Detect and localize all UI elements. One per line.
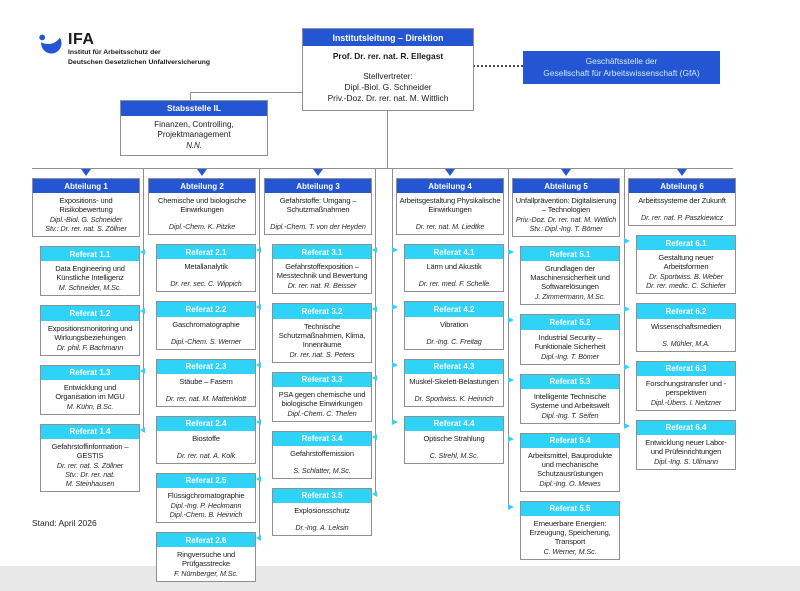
department-title: Arbeitsgestaltung Physikalische Einwirkungen [399,196,501,215]
person-name: Dr. phil. F. Bachmann [56,342,124,352]
referat-body [273,259,371,293]
person-name: Dr. rer. medic. C. Schiefer [646,281,726,291]
person-name: M. Schneider, M.Sc. [58,283,122,293]
connector-spine [375,168,376,496]
logo-subtitle-line1: Institut für Arbeitsschutz der [68,49,161,56]
department-names [399,222,501,231]
referat-title: Arbeitsmittel, Bauprodukte und mechanische Schutzausrüstungen [527,450,613,478]
direction-deputy-1: Dipl.-Biol. G. Schneider [344,81,432,92]
down-arrow-icon [677,169,687,176]
referat [156,532,256,582]
referat [156,301,256,349]
referat-box [272,488,372,536]
referat-box [520,246,620,305]
referat-names [523,352,617,361]
referat [404,416,504,464]
person-name: Dr. rer. nat. S. Peters [289,349,355,359]
referat-names [523,292,617,301]
department-column [148,178,256,591]
referat-names [159,451,253,460]
department-names [631,213,733,222]
referat-names [43,283,137,292]
department-names [151,222,253,231]
department-header: Abteilung 2 [149,179,255,193]
department-column [628,178,736,479]
referat [156,244,256,292]
referat [520,433,620,492]
referat-title: Gaschromatographie [172,319,240,329]
referat-body [405,317,503,349]
referat-title: Intelligente Technische Systeme und Arbeitswelt [530,391,610,410]
referat-names [275,523,369,532]
referat-body [157,431,255,463]
department-body [629,193,735,225]
referat-body [157,488,255,522]
person-name: Dipl.-Ing. O. Mewes [539,478,601,488]
referat-names [159,394,253,403]
referat-box [636,361,736,411]
ifa-logo [38,32,210,68]
referat [40,305,140,355]
department-title: Chemische und biologische Einwirkungen [158,196,246,215]
referat-box [520,314,620,364]
referat-body [521,330,619,364]
referat-body [41,261,139,295]
referat-header: Referat 2.2 [157,302,255,316]
down-arrow-icon [313,169,323,176]
person-name: Dr. rer. nat. M. Liedtke [415,222,485,232]
person-name: Dipl.-Biol. G. Schneider [49,215,123,225]
referat-box [520,501,620,560]
referat-header: Referat 2.4 [157,417,255,431]
connector-gfa-dotted [473,65,523,67]
referat-header: Referat 4.3 [405,360,503,374]
referat-header: Referat 5.3 [521,375,619,389]
referat-body [405,431,503,463]
person-name: Dipl.-Ing. P. Heckmann [170,501,242,511]
stabsstelle-line1: Finanzen, Controlling, [154,119,234,129]
department-names [267,222,369,231]
person-name: Dipl.-Chem. C. Thelen [287,408,357,418]
department-header: Abteilung 6 [629,179,735,193]
direction-deputy-label: Stellvertreter: [363,71,413,82]
referat-box [40,305,140,355]
referat-box [520,433,620,492]
referat-title: Metallanalytik [184,262,228,272]
referat-header: Referat 3.3 [273,373,371,387]
referat-header: Referat 2.3 [157,360,255,374]
referat-header: Referat 4.2 [405,302,503,316]
referat-box [404,301,504,349]
person-name: Dipl.-Ing. S. Ullmann [654,456,718,466]
person-name: C. Werner, M.Sc. [543,547,597,557]
person-name: M. Steinhausen [65,478,115,488]
connector-spine [624,168,625,428]
referat-header: Referat 6.1 [637,236,735,250]
department-columns [32,178,740,591]
connector-spine [392,168,393,424]
referat-header: Referat 3.4 [273,432,371,446]
referat [156,473,256,523]
referat-header: Referat 6.2 [637,304,735,318]
referat [404,244,504,292]
referat-header: Referat 3.5 [273,489,371,503]
referat-box [156,532,256,582]
stabsstelle-line2: Projektmanagement [157,129,231,139]
referat-box [404,416,504,464]
referat-body [521,448,619,491]
department-body [149,193,255,234]
person-name: Dipl.-Chem. K. Pitzke [168,222,236,232]
referat-names [159,337,253,346]
referat-body [521,516,619,559]
down-arrow-icon [561,169,571,176]
referat [404,301,504,349]
direction-deputy-2: Priv.-Doz. Dr. rer. nat. M. Wittlich [327,92,449,103]
stabsstelle-box [120,100,268,156]
connector-spine [143,168,144,432]
referat-title: PSA gegen chemische und biologische Einwirkungen [278,389,366,408]
referat-body [273,387,371,421]
referat-box [636,235,736,294]
referat-names [639,398,733,407]
person-name: Dr. rer. nat. A. Kolk [176,450,236,460]
referat-header: Referat 3.2 [273,304,371,318]
referat-box [272,303,372,362]
referat-names [275,466,369,475]
stabsstelle-name: N.N. [186,141,202,151]
referat [636,361,736,411]
referat-title: Erneuerbare Energien: Erzeugung, Speicherung, Transport [529,519,611,547]
referat-names [407,337,501,346]
referat-names [523,411,617,420]
department-title: Unfallprävention: Digitalisierung – Technologien [515,196,617,215]
referat-names [639,457,733,466]
person-name: Dr. Sportwiss. K. Heinrich [414,393,494,403]
referat-header: Referat 1.1 [41,247,139,261]
person-name: S. Mühler, M.A. [662,338,710,348]
referat-body [157,547,255,581]
referat-body [41,380,139,414]
referat [520,374,620,424]
referat [272,244,372,294]
department-title: Expositions- und Risikobewertung [59,196,113,215]
referat-names [275,350,369,359]
person-name: Dr.-Ing. C. Freitag [426,336,482,346]
down-arrow-icon [445,169,455,176]
person-name: Dr. rer. nat. P. Paszkiewicz [640,213,723,223]
referat-header: Referat 2.6 [157,533,255,547]
referat [40,246,140,296]
referat [272,303,372,362]
stand-date: Stand: April 2026 [32,518,97,528]
department-header: Abteilung 5 [513,179,619,193]
department-body [513,193,619,236]
referat-box [156,359,256,407]
referat-header: Referat 2.5 [157,474,255,488]
referat-box [636,303,736,351]
referat-title: Entwicklung und Organisation im MGU [55,382,125,401]
referat-title: Gefahrstoffinformation – GESTIS [51,441,129,460]
referat [40,424,140,492]
referat-box [156,301,256,349]
person-name: Dipl.-Ing. T. Bömer [541,351,599,361]
referat-box [404,359,504,407]
stabsstelle-body [121,116,267,156]
referat-title: Technische Schutzmaßnahmen, Klima, Innenräume [278,321,366,349]
direction-body [303,46,473,110]
referat-header: Referat 5.4 [521,434,619,448]
referat-names [43,402,137,411]
referat-title: Biostoffe [192,433,220,443]
referat-names [407,451,501,460]
referat-title: Explosionsschutz [294,506,350,516]
department-column [32,178,140,501]
referat-box [156,473,256,523]
connector-spine [259,168,260,540]
person-name: Dipl.-Chem. B. Heinrich [169,510,243,520]
referat [636,420,736,470]
referat-header: Referat 6.3 [637,362,735,376]
referat-header: Referat 5.1 [521,247,619,261]
referat-names [43,343,137,352]
referat-title: Muskel-Skelett-Belastungen [409,376,499,386]
person-name: Dr. Sportwiss. B. Weber [649,272,723,282]
referat [520,501,620,560]
person-name: S. Schlatter, M.Sc. [293,465,351,475]
referat-header: Referat 2.1 [157,245,255,259]
referat-title: Gefahrstoffexposition – Messtechnik und Bewertung [276,262,368,281]
referat-names [159,501,253,519]
logo-text-block [68,32,210,68]
department-box [628,178,736,226]
down-arrow-icon [81,169,91,176]
referat-box [156,244,256,292]
referat-title: Vibration [439,319,469,329]
department-body [265,193,371,234]
referat [156,359,256,407]
referat-names [159,569,253,578]
referat-body [157,259,255,291]
logo-brand: IFA [68,31,95,48]
referat-body [273,446,371,478]
referat [520,246,620,305]
department-box [264,178,372,235]
person-name: Stv.: Dr. rer. nat. [65,469,115,479]
referat-header: Referat 5.2 [521,315,619,329]
person-name: Dipl.-Chem. T. von der Heyden [270,222,366,232]
connector-stab-horizontal [190,92,303,93]
person-name: Dr.-Ing. A. Leksin [295,523,349,533]
referat-title: Wissenschaftsmedien [650,321,722,331]
referat-title: Gefahrstoffemission [290,448,354,458]
referat-header: Referat 4.4 [405,417,503,431]
referat-body [405,374,503,406]
direction-header: Institutsleitung – Direktion [303,29,473,46]
referat-header: Referat 3.1 [273,245,371,259]
department-names [515,215,617,233]
department-body [397,193,503,234]
referat-body [405,259,503,291]
referat-box [272,372,372,422]
department-title: Gefahrstoffe: Umgang – Schutzmaßnahmen [279,196,357,215]
referat [520,314,620,364]
gfa-line1: Geschäftsstelle der [585,56,658,67]
person-name: Dipl.-Ing. T. Seifen [541,410,599,420]
person-name: M. Kühn, B.Sc. [66,401,114,411]
referat [40,365,140,415]
referat-names [523,547,617,556]
direction-box [302,28,474,111]
referat-box [40,246,140,296]
referat-body [637,250,735,293]
referat-title: Data Engineering und Künstliche Intelligenz [55,264,125,283]
person-name: Dr. rer. med. F. Schelle [418,279,490,289]
department-box [396,178,504,235]
referat-names [639,339,733,348]
department-header: Abteilung 1 [33,179,139,193]
referat [636,235,736,294]
person-name: Dr. rer. sec. C. Wippich [170,279,242,289]
ifa-hand-icon [38,33,64,55]
referat-box [520,374,620,424]
referat-body [157,317,255,349]
referat-body [521,261,619,304]
referat-names [43,461,137,488]
referat-names [407,279,501,288]
person-name: Dr. rer. nat. M. Mattenklott [165,393,247,403]
referat-box [636,420,736,470]
person-name: F. Nürnberger, M.Sc. [174,569,238,579]
gfa-box [523,51,720,84]
person-name: Stv.: Dipl.-Ing. T. Bömer [529,224,603,234]
referat-title: Grundlagen der Maschinensicherheit und Softwarelösungen [530,264,610,292]
referat-body [637,435,735,469]
department-column [264,178,372,545]
department-body [33,193,139,236]
person-name: C. Strehl, M.Sc. [429,450,479,460]
referat-box [40,424,140,492]
referat-title: Gestaltung neuer Arbeitsformen [658,253,714,272]
person-name: Stv.: Dr. rer. nat. S. Zöllner [45,224,127,234]
department-box [32,178,140,237]
department-column [396,178,504,473]
logo-subtitle-line2: Deutschen Gesetzlichen Unfallversicherung [68,58,211,66]
referat-box [272,431,372,479]
referat-body [41,321,139,355]
referat-header: Referat 4.1 [405,245,503,259]
referat-header: Referat 1.3 [41,366,139,380]
referat [156,416,256,464]
referat-title: Expositionsmonitoring und Wirkungsbeziehungen [47,323,133,342]
referat-title: Flüssigchromatographie [167,491,245,501]
referat-title: Ringversuche und Prüfgasstrecke [176,550,236,569]
referat-title: Entwicklung neuer Labor- und Prüfeinrichtungen [645,437,727,456]
referat-names [275,281,369,290]
referat-names [523,479,617,488]
connector-departments-rail [32,168,733,169]
referat-title: Optische Strahlung [423,433,485,443]
referat-box [40,365,140,415]
referat-title: Forschungstransfer und -perspektiven [645,378,727,397]
referat-body [157,374,255,406]
referat-title: Lärm und Akustik [426,262,482,272]
referat-names [407,394,501,403]
referat-names [159,279,253,288]
down-arrow-icon [197,169,207,176]
department-box [512,178,620,237]
referat [272,372,372,422]
person-name: Priv.-Doz. Dr. rer. nat. M. Wittlich [515,215,617,225]
referat-header: Referat 5.5 [521,502,619,516]
referat-body [521,389,619,423]
referat-body [41,439,139,491]
referat [404,359,504,407]
referat-body [273,319,371,362]
person-name: Dr. rer. nat. S. Zöllner [56,460,124,470]
department-title: Arbeitssysteme der Zukunft [638,196,726,206]
referat-names [639,272,733,290]
referat [272,488,372,536]
referat-header: Referat 6.4 [637,421,735,435]
department-box [148,178,256,235]
referat-body [273,503,371,535]
connector-spine [508,168,509,509]
referat-body [637,376,735,410]
department-names [35,215,137,233]
referat-header: Referat 1.4 [41,425,139,439]
direction-lead-name: Prof. Dr. rer. nat. R. Ellegast [332,51,444,62]
referat-title: Industrial Security – Funktionale Sicherheit [534,332,606,351]
department-column [512,178,620,569]
person-name: Dipl.-Chem. S. Werner [170,336,242,346]
person-name: Dr. rer. nat. R. Beisser [287,281,357,291]
department-header: Abteilung 4 [397,179,503,193]
referat [272,431,372,479]
referat-header: Referat 1.2 [41,306,139,320]
referat-box [156,416,256,464]
referat-box [272,244,372,294]
referat-names [275,409,369,418]
referat-box [404,244,504,292]
department-header: Abteilung 3 [265,179,371,193]
person-name: J. Zimmermann, M.Sc. [534,292,606,302]
referat-title: Stäube – Fasern [179,376,233,386]
referat-body [637,319,735,351]
referat [636,303,736,351]
gfa-line2: Gesellschaft für Arbeitswissenschaft (GfA) [543,67,700,78]
stabsstelle-header: Stabsstelle IL [121,101,267,116]
person-name: Dipl.-Übers. I. Neitzner [650,397,722,407]
